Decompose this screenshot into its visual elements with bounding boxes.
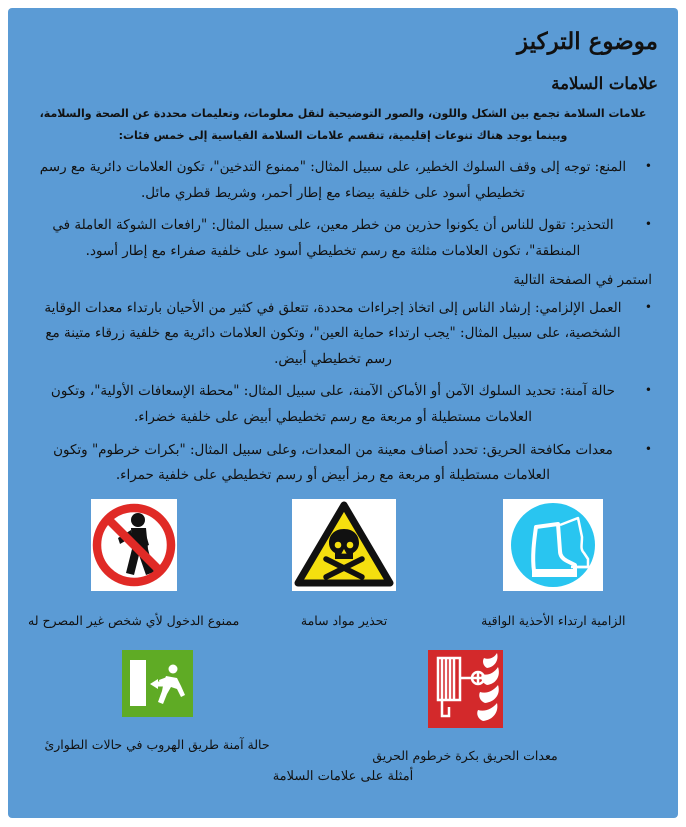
safety-boots-icon bbox=[503, 499, 603, 591]
continued-note: استمر في الصفحة التالية bbox=[513, 271, 652, 288]
category-bullet-item bbox=[36, 379, 652, 430]
bullet-marker: • bbox=[644, 441, 652, 456]
category-bullet-item bbox=[36, 296, 652, 373]
category-list-bottom bbox=[28, 296, 658, 489]
safe-condition-sign-caption: حالة آمنة طريق الهروب في حالات الطوارئ bbox=[44, 737, 270, 753]
section-title: علامات السلامة bbox=[551, 74, 658, 93]
signs-row-1 bbox=[28, 499, 658, 628]
prohibition-sign-figure bbox=[28, 499, 239, 628]
bullet-text: العمل الإلزامي: إرشاد الناس إلى اتخاذ إجراءات محددة، تتعلق في كثير من الأحيان بارتداء معدات الوقاية الشخصية، على سبيل المثال: "يجب ارتداء حماية العين"، وتكون العلامات دائرية مع خلفية زرقاء متينة مع رسم تخطيطي أبيض. bbox=[44, 299, 622, 367]
bullet-text: المنع: توجه إلى وقف السلوك الخطير، على سبيل المثال: "ممنوع التدخين"، تكون العلامات دائرية مع رسم تخطيطي أسود على خلفية بيضاء مع إطار أحمر، وشريط قطري مائل. bbox=[39, 159, 627, 201]
warning-sign-figure bbox=[239, 499, 448, 628]
category-bullet-item bbox=[36, 213, 652, 264]
page-title: موضوع التركيز bbox=[517, 28, 658, 55]
signs-row-2 bbox=[28, 650, 658, 763]
no-pedestrian-icon bbox=[91, 499, 177, 591]
mandatory-sign-figure bbox=[449, 499, 658, 628]
bullet-text: حالة آمنة: تحديد السلوك الآمن أو الأماكن الآمنة، على سبيل المثال: "محطة الإسعافات الأولية"، وتكون العلامات مستطيلة أو مربعة مع رسم تخطيطي أبيض على خلفية خضراء. bbox=[50, 383, 615, 426]
bullet-marker: • bbox=[644, 383, 652, 398]
fire-equipment-sign-caption: معدات الحريق بكرة خرطوم الحريق bbox=[372, 748, 558, 764]
fire-hose-reel-icon bbox=[428, 650, 503, 728]
mandatory-sign-caption: الزامية ارتداء الأحذية الواقية bbox=[481, 613, 626, 629]
fire-equipment-sign-figure bbox=[370, 650, 560, 763]
emergency-exit-icon bbox=[122, 650, 193, 717]
warning-sign-caption: تحذير مواد سامة bbox=[300, 613, 388, 629]
bullet-marker: • bbox=[644, 217, 652, 232]
bullet-text: معدات مكافحة الحريق: تحدد أصناف معينة من المعدات، وعلى سبيل المثال: "بكرات خرطوم" وتكون العلامات مستطيلة أو مربعة مع رمز أبيض أو رسم تخطيطي على خلفية حمراء. bbox=[53, 441, 613, 484]
intro-paragraph: علامات السلامة تجمع بين الشكل واللون، والصور التوضيحية لنقل معلومات، وتعليمات محددة عن الصحة والسلامة، وبينما يوجد هناك تنوعات إقليمية، تنقسم علامات السلامة القياسية إلى خمس فئات: bbox=[39, 107, 647, 142]
category-list-top bbox=[28, 155, 658, 265]
signs-examples-caption: أمثلة على علامات السلامة bbox=[272, 769, 414, 785]
bullet-marker: • bbox=[644, 299, 652, 314]
toxic-skull-icon bbox=[292, 499, 396, 591]
bullet-text: التحذير: تقول للناس أن يكونوا حذرين من خطر معين، على سبيل المثال: "رافعات الشوكة العاملة في المنطقة"، تكون العلامات مثلثة مع رسم تخطيطي أسود على خلفية صفراء مع إطار أسود. bbox=[52, 217, 614, 259]
bullet-marker: • bbox=[644, 159, 652, 173]
focus-topic-sheet bbox=[8, 8, 678, 818]
category-bullet-item bbox=[36, 438, 652, 489]
safe-condition-sign-figure bbox=[37, 650, 277, 763]
category-bullet-item bbox=[36, 155, 652, 206]
prohibition-sign-caption: ممنوع الدخول لأي شخص غير المصرح له bbox=[28, 613, 240, 629]
